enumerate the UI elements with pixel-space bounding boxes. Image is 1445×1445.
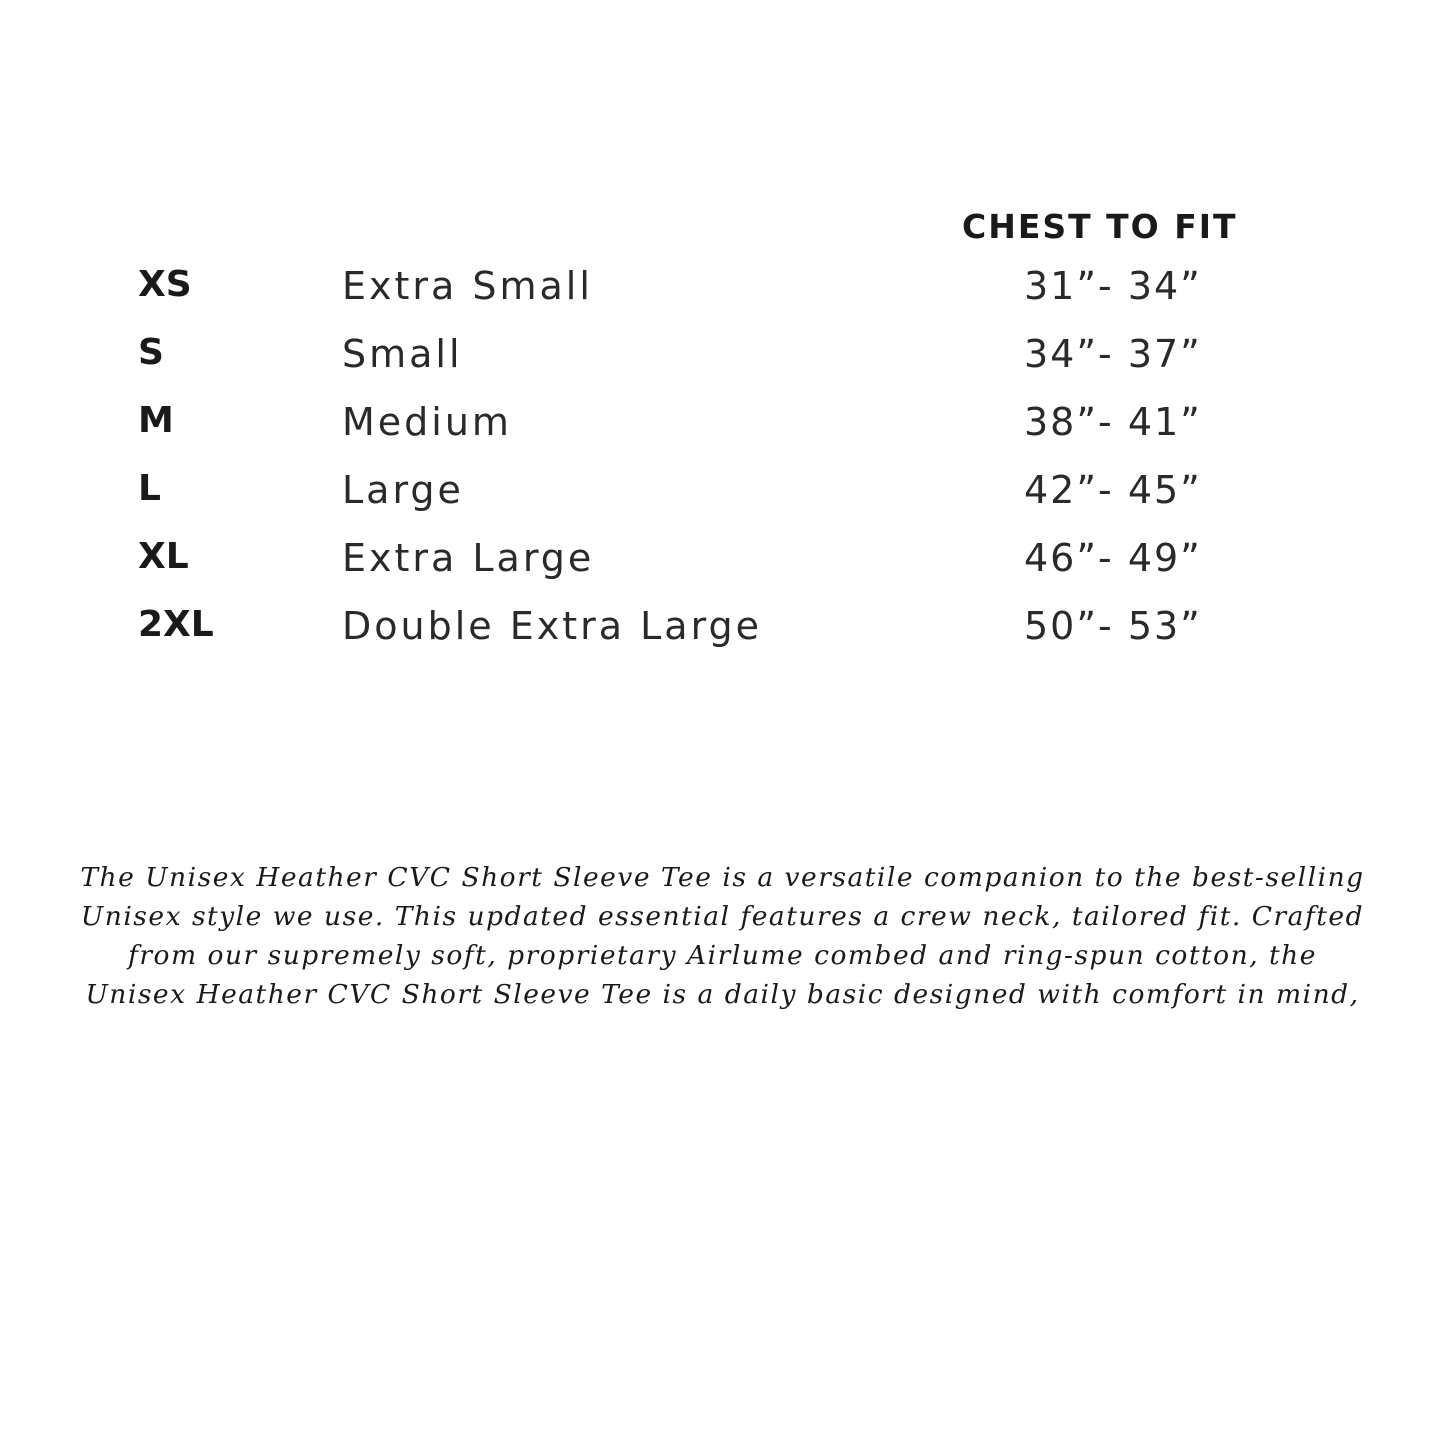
size-code: XL [138,536,189,577]
size-row-m [138,388,1248,456]
size-row-xl [138,524,1248,592]
chest-range: 34”- 37” [1024,332,1202,376]
size-code: S [138,332,164,373]
size-row-l [138,456,1248,524]
size-name: Double Extra Large [342,604,763,648]
size-name: Medium [342,400,512,444]
size-code: 2XL [138,604,214,645]
size-code: XS [138,264,192,305]
size-code: L [138,468,161,509]
chest-range: 38”- 41” [1024,400,1202,444]
product-description: The Unisex Heather CVC Short Sleeve Tee is a versatile companion to the best-selling Unisex style we use. This updated essential features a crew neck, tailored fit. Crafted from our supremely soft, proprietary Airlume combed and ring-spun cotton, the Unisex Heather CVC Short Sleeve Tee is a daily basic designed with comfort in mind, [80,862,1365,1010]
size-row-2xl [138,592,1248,660]
size-chart-table [138,252,1248,660]
size-code: M [138,400,174,441]
chest-range: 31”- 34” [1024,264,1202,308]
size-name: Small [342,332,463,376]
chest-range: 50”- 53” [1024,604,1202,648]
size-row-s [138,320,1248,388]
size-name: Extra Large [342,536,595,580]
size-name: Extra Small [342,264,593,308]
size-row-xs [138,252,1248,320]
chest-range: 42”- 45” [1024,468,1202,512]
chest-range: 46”- 49” [1024,536,1202,580]
size-name: Large [342,468,464,512]
chest-to-fit-header: CHEST TO FIT [962,207,1238,246]
